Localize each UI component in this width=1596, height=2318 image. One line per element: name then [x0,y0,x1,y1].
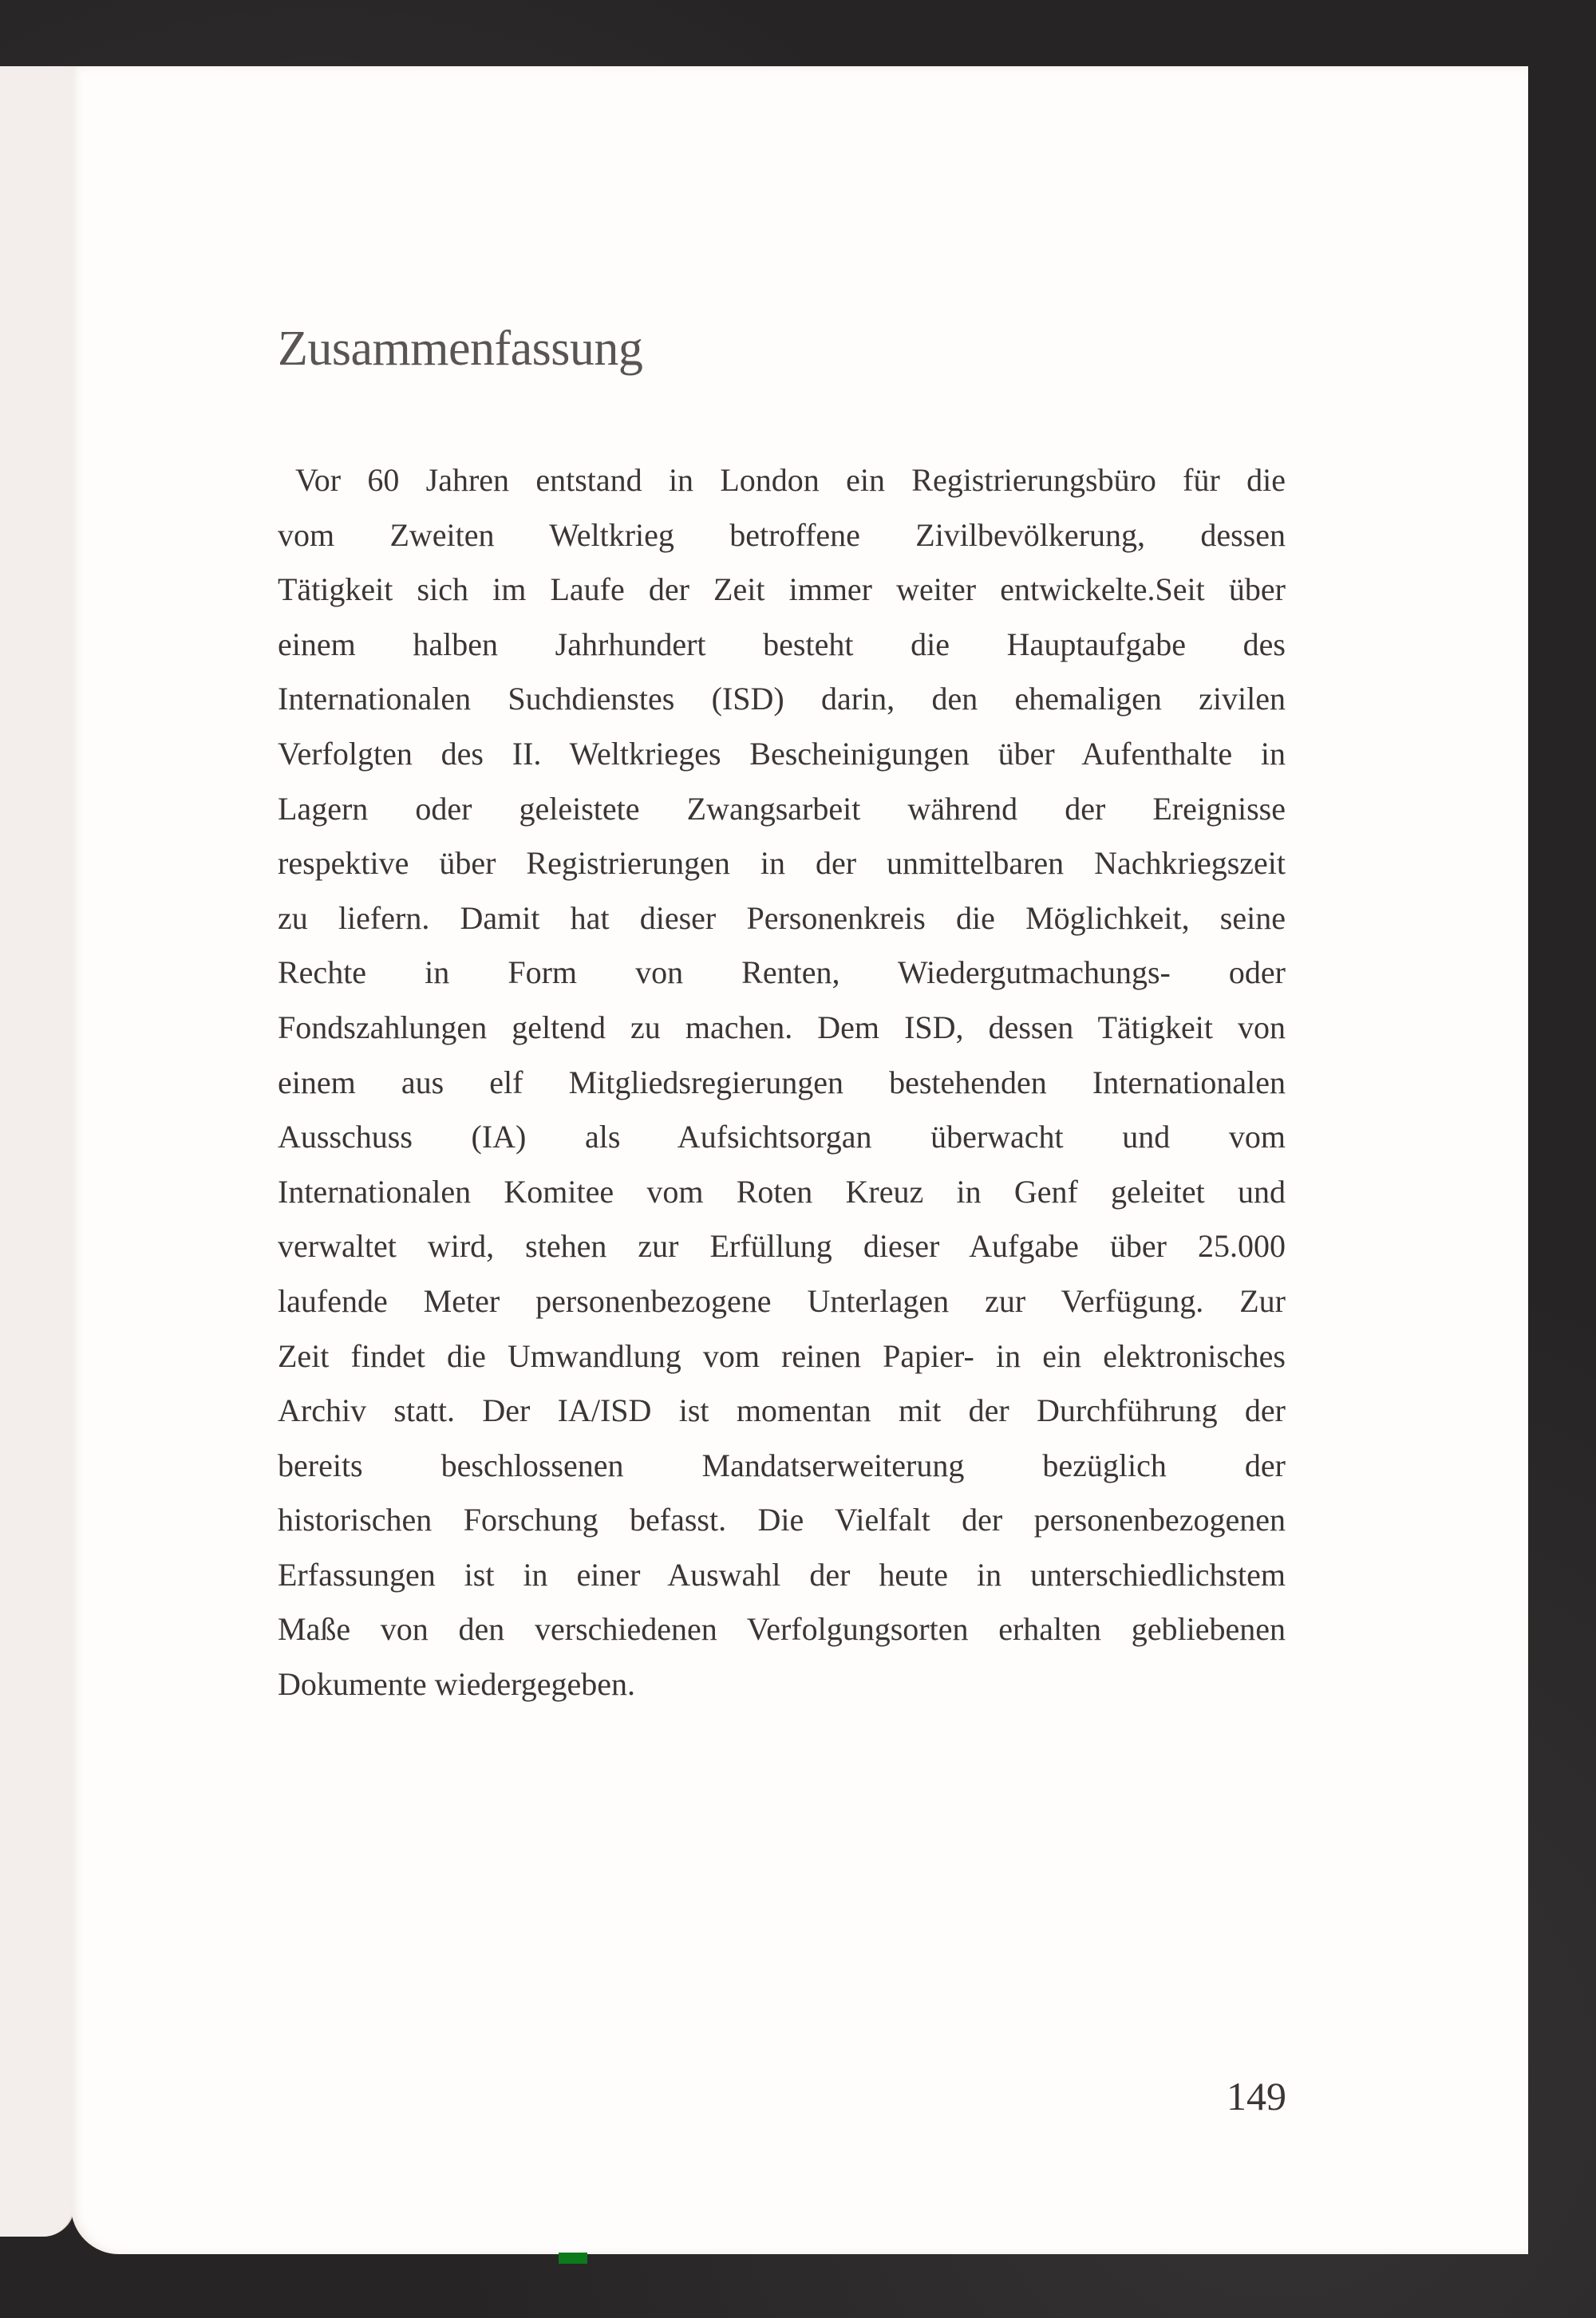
text-line: Internationalen Suchdienstes (ISD) darin, den ehemaligen zivilen [278,681,1286,717]
text-line: respektive über Registrierungen in der unmittelbaren Nachkriegszeit [278,845,1286,882]
text-line: laufende Meter personenbezogene Unterlagen zur Verfügung. Zur [278,1282,1286,1319]
text-line: Zeit findet die Umwandlung vom reinen Papier- in ein elektronisches [278,1337,1286,1374]
summary-paragraph [278,453,1286,1712]
text-line: verwaltet wird, stehen zur Erfüllung dieser Aufgabe über 25.000 [278,1228,1286,1265]
text-line: Rechte in Form von Renten, Wiedergutmachungs- oder [278,954,1286,991]
text-line: Fondszahlungen geltend zu machen. Dem ISD, dessen Tätigkeit von [278,1009,1286,1045]
text-line: Internationalen Komitee vom Roten Kreuz in Genf geleitet und [278,1173,1286,1210]
text-line: Vor 60 Jahren entstand in London ein Registrierungsbüro für die [295,462,1286,498]
text-line: bereits beschlossenen Mandatserweiterung bezüglich der [278,1447,1286,1483]
text-line: Verfolgten des II. Weltkrieges Bescheinigungen über Aufenthalte in [278,735,1286,772]
text-line: vom Zweiten Weltkrieg betroffene Zivilbevölkerung, dessen [278,516,1286,553]
text-line: historischen Forschung befasst. Die Vielfalt der personenbezogenen [278,1502,1286,1538]
text-line: einem halben Jahrhundert besteht die Hauptaufgabe des [278,626,1286,662]
page-title: Zusammenfassung [278,322,643,376]
text-line: Dokumente wiedergegeben. [278,1666,635,1703]
text-line: Maße von den verschiedenen Verfolgungsorten erhalten gebliebenen [278,1611,1286,1648]
text-line: Lagern oder geleistete Zwangsarbeit während der Ereignisse [278,790,1286,827]
text-line: einem aus elf Mitgliedsregierungen bestehenden Internationalen [278,1064,1286,1100]
text-line: Archiv statt. Der IA/ISD ist momentan mit der Durchführung der [278,1392,1286,1429]
text-line: Tätigkeit sich im Laufe der Zeit immer weiter entwickelte.Seit über [278,571,1286,608]
page-number: 149 [1227,2074,1286,2119]
previous-page-edge [0,66,75,2237]
text-line: Erfassungen ist in einer Auswahl der heute in unterschiedlichstem [278,1556,1286,1593]
text-line: zu liefern. Damit hat dieser Personenkreis die Möglichkeit, seine [278,899,1286,936]
green-marker-tab [559,2253,587,2264]
text-line: Ausschuss (IA) als Aufsichtsorgan überwacht und vom [278,1119,1286,1155]
